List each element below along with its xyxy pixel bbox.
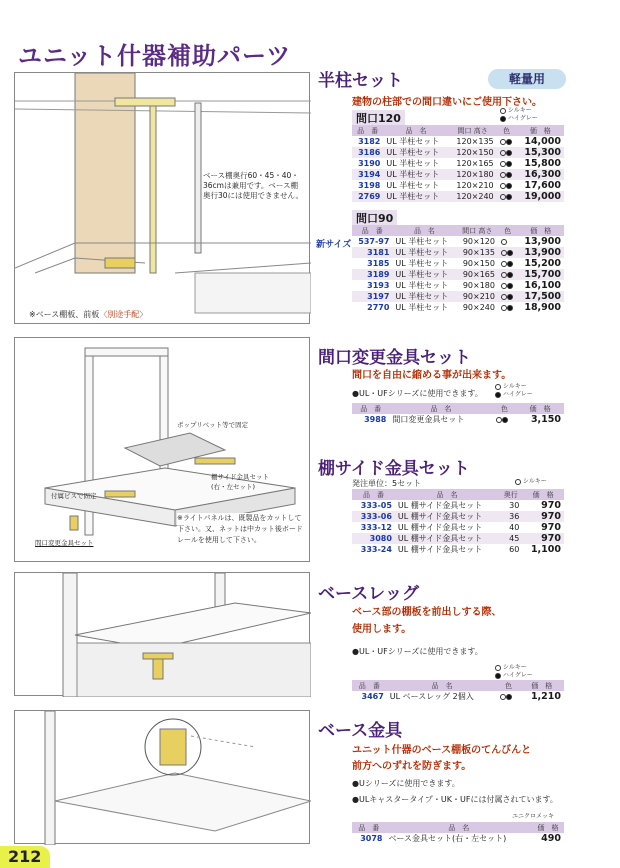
product-code: 333-06 — [352, 511, 395, 522]
color-options — [497, 691, 519, 702]
legend-silky: シルキー — [507, 107, 532, 114]
high-gray-dot-icon — [506, 161, 512, 167]
half-pillar-90-table — [352, 225, 564, 313]
table-row — [352, 191, 564, 202]
col-code: 品 番 — [352, 822, 385, 833]
color-options — [498, 302, 518, 313]
high-gray-dot-icon — [506, 172, 512, 178]
frontage-90-heading: 間口90 — [352, 210, 397, 226]
page-title: ユニット什器補助パーツ — [18, 42, 292, 70]
table-row — [352, 147, 564, 158]
illustration-base-bracket — [14, 710, 310, 844]
col-price: 価 格 — [522, 489, 564, 500]
base-bracket-usage-2: ●ULキャスタータイプ・UK・UFには付属されています。 — [352, 795, 558, 804]
col-name: 品 名 — [383, 125, 448, 136]
product-name: UL 半柱セット — [383, 191, 448, 202]
color-legend — [515, 478, 547, 486]
product-code: 333-05 — [360, 501, 392, 510]
table-row — [352, 158, 564, 169]
legend-silky: シルキー — [502, 383, 527, 390]
table-row — [352, 544, 564, 555]
order-unit: 発注単位：5セット — [352, 479, 422, 488]
product-price: 970 — [541, 500, 561, 511]
product-code: 3193 — [367, 281, 390, 290]
high-gray-dot-icon — [507, 261, 513, 267]
product-size: 120×150 — [449, 147, 497, 158]
legend-silky: シルキー — [522, 478, 547, 485]
silky-dot-icon — [496, 417, 502, 423]
product-size: 90×135 — [456, 247, 498, 258]
product-price: 15,700 — [518, 269, 564, 280]
color-options — [497, 136, 517, 147]
col-price: 価 格 — [516, 403, 564, 414]
base-leg-usage: ●UL・UFシリーズに使用できます。 — [352, 647, 483, 656]
product-price: 970 — [541, 522, 561, 533]
table-row — [352, 269, 564, 280]
product-name: UL ベースレッグ 2個入 — [389, 692, 474, 701]
base-leg-description-2: 使用します。 — [352, 624, 412, 635]
col-name: 品 名 — [385, 822, 532, 833]
high-gray-dot-icon — [507, 305, 513, 311]
col-price: 価 格 — [518, 225, 564, 236]
table-row — [352, 180, 564, 191]
frontage-change-table — [352, 403, 564, 425]
product-name: UL 棚サイド金具セット — [397, 501, 483, 510]
product-price: 17,600 — [524, 180, 561, 191]
illustration-frontage-change — [14, 337, 310, 562]
high-gray-dot-icon — [507, 294, 513, 300]
section-title-frontage-change: 間口変更金具セット — [318, 348, 471, 368]
shelf-side-table — [352, 489, 564, 555]
color-options — [497, 169, 517, 180]
product-name: UL 半柱セット — [395, 259, 449, 268]
silky-dot-icon — [495, 665, 501, 671]
product-size: 90×165 — [456, 269, 498, 280]
product-name: UL 半柱セット — [395, 237, 449, 246]
product-price: 970 — [522, 511, 564, 522]
product-price: 18,900 — [524, 302, 561, 313]
product-price: 16,300 — [517, 169, 564, 180]
product-name: UL 棚サイド金具セット — [397, 523, 483, 532]
table-row — [352, 236, 564, 247]
illustration-base-leg — [14, 572, 310, 696]
color-options — [497, 180, 517, 191]
product-name: UL 棚サイド金具セット — [397, 545, 483, 554]
product-depth: 60 — [509, 545, 520, 554]
color-legend — [495, 383, 533, 399]
product-name: UL 半柱セット — [386, 159, 440, 168]
base-bracket-description-1: ユニット什器のベース棚板のてんびんと — [352, 745, 532, 756]
frontage-change-description: 間口を自由に縮める事が出来ます。 — [352, 370, 512, 381]
high-gray-dot-icon — [507, 272, 513, 278]
product-code: 537-97 — [358, 237, 390, 246]
col-depth: 奥行 — [499, 489, 522, 500]
col-price: 価 格 — [517, 125, 564, 136]
base-bracket-description-2: 前方へのずれを防ぎます。 — [352, 761, 472, 772]
section-title-base-bracket: ベース金具 — [318, 721, 403, 741]
product-price: 1,210 — [530, 691, 561, 702]
product-name: 間口変更金具セット — [392, 415, 465, 424]
product-name: UL 半柱セット — [395, 281, 449, 290]
high-gray-dot-icon — [507, 283, 513, 289]
product-depth: 45 — [499, 533, 522, 544]
col-code: 品 番 — [352, 680, 387, 691]
table-row — [352, 291, 564, 302]
silky-dot-icon — [500, 150, 506, 156]
color-options — [498, 269, 518, 280]
product-price: 17,500 — [518, 291, 564, 302]
base-bracket-drawing — [15, 711, 311, 845]
table-row — [352, 169, 564, 180]
silky-dot-icon — [500, 183, 506, 189]
color-options — [498, 258, 518, 269]
base-leg-table — [352, 680, 564, 702]
legend-high-gray: ハイグレー — [502, 391, 533, 398]
product-code: 3189 — [352, 269, 392, 280]
product-name: UL 棚サイド金具セット — [395, 511, 499, 522]
silky-dot-icon — [515, 479, 521, 485]
product-depth: 40 — [509, 523, 520, 532]
table-row — [352, 136, 564, 147]
color-options — [498, 247, 518, 258]
product-size: 90×210 — [456, 291, 498, 302]
high-gray-dot-icon — [506, 194, 512, 200]
silky-dot-icon — [500, 172, 506, 178]
product-size: 90×150 — [462, 259, 495, 268]
half-pillar-callout: ベース棚奥行60・45・40・36cmは兼用です。ベース棚奥行30には使用できません。 — [203, 171, 303, 200]
table-row — [352, 691, 564, 702]
side-bracket-label: 棚サイド金具セット (右・左セット) — [211, 473, 270, 491]
product-price: 14,000 — [524, 136, 561, 147]
product-name: UL 棚サイド金具セット — [395, 533, 499, 544]
col-code: 品 番 — [352, 225, 392, 236]
col-color: 色 — [497, 680, 519, 691]
high-gray-dot-icon — [502, 417, 508, 423]
product-name: UL 半柱セット — [383, 147, 448, 158]
product-name: UL 半柱セット — [395, 303, 449, 312]
product-price: 15,200 — [524, 258, 561, 269]
product-price: 3,150 — [530, 414, 561, 425]
product-price: 19,000 — [517, 191, 564, 202]
product-size: 90×240 — [462, 303, 495, 312]
section-title-half-pillar: 半柱セット — [318, 71, 403, 91]
col-code: 品 番 — [352, 125, 383, 136]
product-price: 13,900 — [524, 236, 561, 247]
col-color: 色 — [493, 403, 517, 414]
product-size: 120×135 — [456, 137, 494, 146]
new-size-label: 新サイズ — [316, 240, 352, 250]
color-options — [498, 291, 518, 302]
product-code: 3185 — [367, 259, 390, 268]
table-row — [352, 500, 564, 511]
product-code: 3182 — [358, 137, 381, 146]
product-code: 3198 — [358, 181, 381, 190]
col-name: 品 名 — [389, 403, 492, 414]
silky-dot-icon — [500, 161, 506, 167]
product-price: 970 — [522, 533, 564, 544]
table-row — [352, 511, 564, 522]
product-price: 1,100 — [530, 544, 561, 555]
color-options — [498, 280, 518, 291]
table-row — [352, 833, 564, 844]
table-row — [352, 258, 564, 269]
product-code: 3194 — [352, 169, 383, 180]
high-gray-dot-icon — [507, 250, 513, 256]
high-gray-dot-icon — [506, 694, 512, 700]
col-color: 色 — [497, 125, 517, 136]
section-title-base-leg: ベースレッグ — [318, 584, 419, 604]
high-gray-dot-icon — [495, 673, 501, 679]
col-name: 品 名 — [392, 225, 456, 236]
frontage-kit-label: 間口変更金具セット — [35, 539, 94, 547]
product-size: 120×180 — [449, 169, 497, 180]
screw-label: 付属ビスで固定 — [51, 492, 97, 500]
col-name: 品 名 — [395, 489, 499, 500]
base-bracket-usage-1: ●Uシリーズに使用できます。 — [352, 779, 460, 788]
base-leg-description-1: ベース部の棚板を前出しする際、 — [352, 607, 502, 618]
product-size: 90×180 — [462, 281, 495, 290]
high-gray-dot-icon — [506, 139, 512, 145]
product-code: 3988 — [364, 415, 387, 424]
illustration-half-pillar — [14, 72, 310, 324]
half-pillar-description: 建物の柱部での間口違いにご使用下さい。 — [352, 97, 542, 108]
col-price: 価 格 — [520, 680, 564, 691]
product-name: UL 半柱セット — [383, 169, 448, 180]
page-number: 212 — [0, 846, 50, 868]
product-price: 15,300 — [517, 147, 564, 158]
color-options — [497, 191, 517, 202]
col-color: 色 — [498, 225, 518, 236]
product-depth: 30 — [509, 501, 520, 510]
color-legend — [495, 664, 533, 680]
product-code: 2770 — [367, 303, 390, 312]
product-code: 333-12 — [360, 523, 392, 532]
light-panel-note: ※ライトパネルは、既製品をカットして下さい。又、ネットは中カット後ボードレールを使用して下さい。 — [177, 513, 305, 546]
product-code: 3078 — [360, 834, 383, 843]
product-code: 3080 — [352, 533, 395, 544]
legend-high-gray: ハイグレー — [507, 115, 538, 122]
table-row — [352, 522, 564, 533]
product-name: UL 半柱セット — [386, 181, 440, 190]
high-gray-dot-icon — [506, 150, 512, 156]
product-size: 120×165 — [456, 159, 494, 168]
base-leg-drawing — [15, 573, 311, 697]
col-price: 価 格 — [532, 822, 564, 833]
section-title-shelf-side: 棚サイド金具セット — [318, 459, 470, 479]
color-options — [497, 147, 517, 158]
product-code: 3197 — [352, 291, 392, 302]
product-size: 120×240 — [449, 191, 497, 202]
product-name: UL 半柱セット — [386, 137, 440, 146]
high-gray-dot-icon — [506, 183, 512, 189]
product-code: 3190 — [358, 159, 381, 168]
col-size: 間口 高さ — [449, 125, 497, 136]
silky-dot-icon — [501, 239, 507, 245]
silky-dot-icon — [500, 108, 506, 114]
unichrome-legend: ユニクロメッキ — [512, 813, 555, 820]
table-row — [352, 302, 564, 313]
col-name: 品 名 — [387, 680, 498, 691]
product-name: ベース金具セット(右・左セット) — [388, 834, 507, 843]
product-code: 3186 — [352, 147, 383, 158]
product-price: 490 — [541, 833, 561, 844]
color-options — [497, 158, 517, 169]
col-code: 品 番 — [352, 403, 389, 414]
silky-dot-icon — [500, 139, 506, 145]
half-pillar-note — [29, 309, 147, 320]
product-price: 15,800 — [524, 158, 561, 169]
half-pillar-note-text: ※ベース棚板、前板 — [29, 310, 100, 319]
silky-dot-icon — [500, 194, 506, 200]
color-legend — [500, 107, 538, 123]
light-duty-badge: 軽量用 — [488, 69, 566, 89]
product-name: UL 半柱セット — [392, 291, 456, 302]
high-gray-dot-icon — [500, 116, 506, 122]
product-price: 13,900 — [518, 247, 564, 258]
color-options — [493, 414, 517, 425]
half-pillar-120-table — [352, 125, 564, 202]
col-code: 品 番 — [352, 489, 395, 500]
half-pillar-note-tag: 〈別途手配〉 — [99, 310, 148, 319]
product-size: 90×120 — [462, 237, 495, 246]
table-row — [352, 414, 564, 425]
high-gray-dot-icon — [495, 392, 501, 398]
base-bracket-table — [352, 822, 564, 844]
frontage-120-heading: 間口120 — [352, 110, 405, 126]
color-options — [498, 236, 518, 247]
product-name: UL 半柱セット — [392, 269, 456, 280]
table-row — [352, 280, 564, 291]
table-row — [352, 247, 564, 258]
product-depth: 36 — [499, 511, 522, 522]
col-size: 間口 高さ — [456, 225, 498, 236]
product-code: 3181 — [352, 247, 392, 258]
product-code: 3467 — [361, 692, 384, 701]
product-name: UL 半柱セット — [392, 247, 456, 258]
product-size: 120×210 — [456, 181, 494, 190]
legend-silky: シルキー — [502, 664, 527, 671]
product-price: 16,100 — [524, 280, 561, 291]
pop-rivet-label: ポップリベット等で固定 — [177, 421, 249, 429]
frontage-change-usage: ●UL・UFシリーズに使用できます。 — [352, 389, 483, 398]
legend-high-gray: ハイグレー — [502, 672, 533, 679]
table-row — [352, 533, 564, 544]
product-code: 2769 — [352, 191, 383, 202]
silky-dot-icon — [495, 384, 501, 390]
product-code: 333-24 — [360, 545, 392, 554]
